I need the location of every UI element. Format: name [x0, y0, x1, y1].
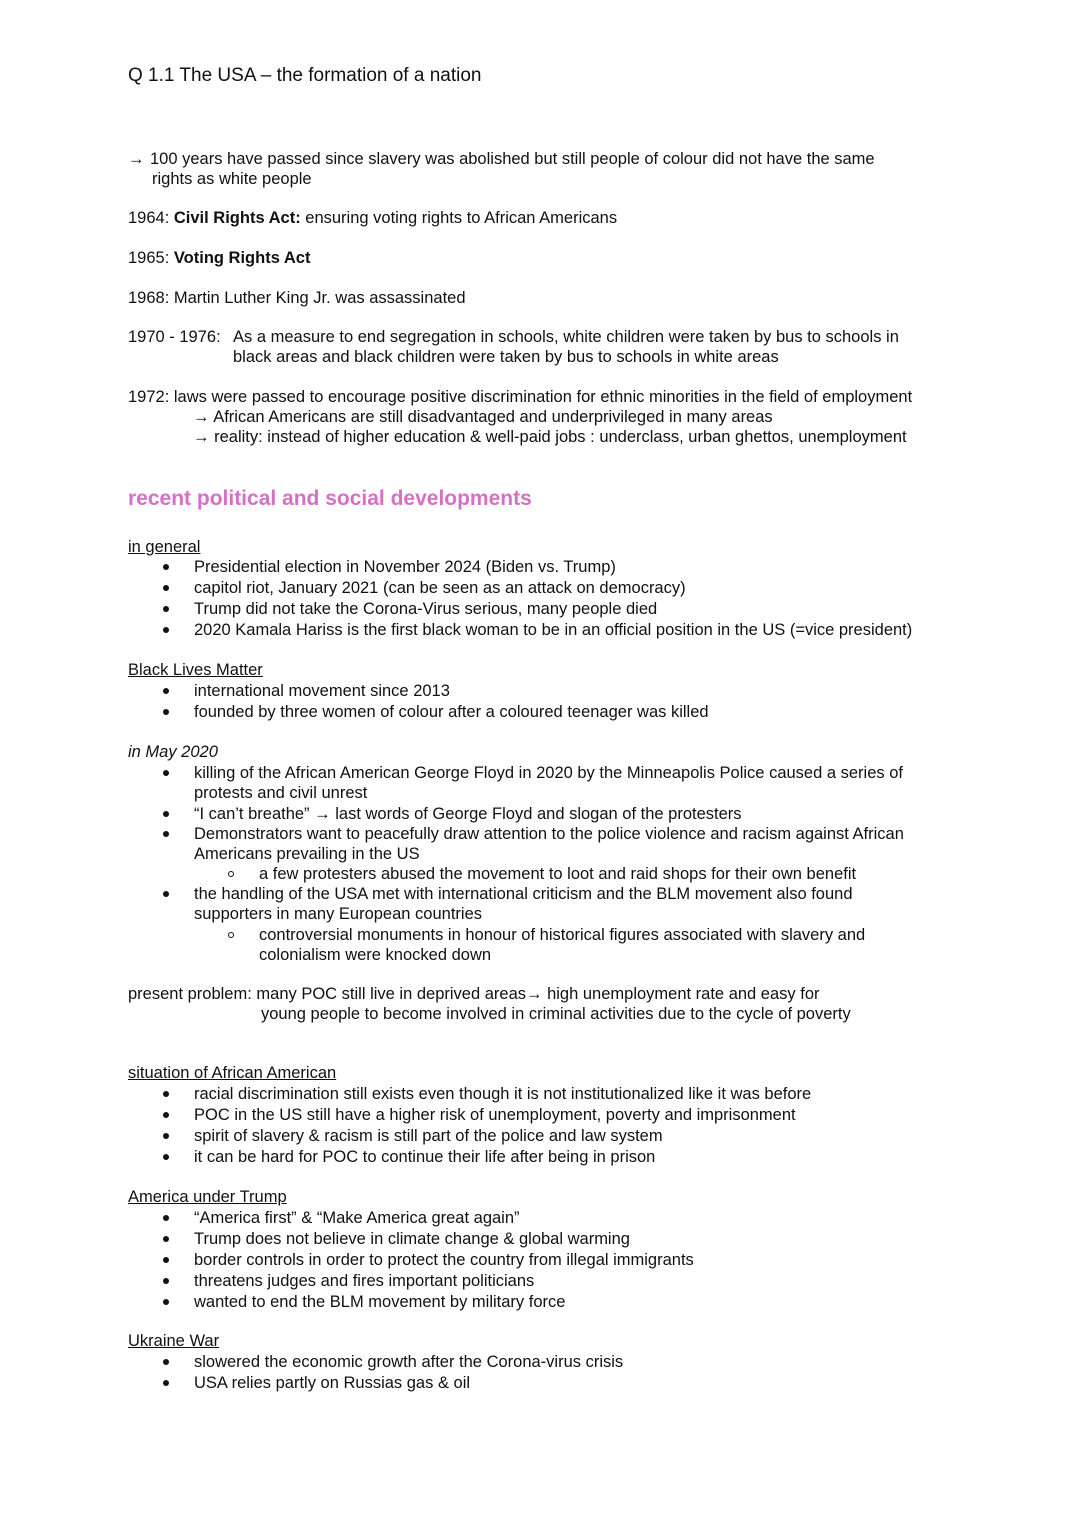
voting-rights-act-label: Voting Rights Act [173, 249, 311, 267]
sub-bullet-icon [228, 871, 234, 877]
list-item: capitol riot, January 2021 (can be seen as an attack on democracy) [194, 579, 686, 597]
list-item: 2020 Kamala Hariss is the first black woman to be in an official position in the US (=vice president) [194, 621, 913, 639]
list-item: threatens judges and fires important politicians [194, 1272, 535, 1290]
timeline-1964: 1964: Civil Rights Act: ensuring voting rights to African Americans [128, 209, 618, 227]
bullet-icon [163, 688, 169, 694]
present-problem-line-2: young people to become involved in criminal activities due to the cycle of poverty [261, 1005, 851, 1023]
bullet-icon [163, 627, 169, 633]
list-item: racial discrimination still exists even though it is not institutionalized like it was before [194, 1085, 812, 1103]
section-heading: recent political and social developments [128, 487, 532, 510]
timeline-1972-line-1: 1972: laws were passed to encourage positive discrimination for ethnic minorities in the field of employment [128, 388, 913, 406]
intro-line-2: rights as white people [152, 170, 312, 188]
bullet-icon [163, 1112, 169, 1118]
bullet-icon [163, 606, 169, 612]
bullet-icon [163, 709, 169, 715]
list-item: POC in the US still have a higher risk of unemployment, poverty and imprisonment [194, 1106, 796, 1124]
bullet-icon [163, 564, 169, 570]
bullet-icon [163, 1133, 169, 1139]
list-item: spirit of slavery & racism is still part of the police and law system [194, 1127, 663, 1145]
bullet-icon [163, 1091, 169, 1097]
bullet-icon [163, 1257, 169, 1263]
bullet-icon [163, 1154, 169, 1160]
timeline-1970-year: 1970 - 1976: [128, 328, 221, 346]
timeline-1970-line-1: As a measure to end segregation in schools, white children were taken by bus to schools in [233, 328, 899, 346]
sub-list-item: controversial monuments in honour of historical figures associated with slavery and [259, 926, 866, 944]
list-item: Trump does not believe in climate change & global warming [194, 1230, 630, 1248]
list-item: Presidential election in November 2024 (Biden vs. Trump) [194, 558, 616, 576]
list-item: Demonstrators want to peacefully draw attention to the police violence and racism against African [194, 825, 904, 843]
bullet-icon [163, 891, 169, 897]
bullet-icon [163, 811, 169, 817]
list-item: the handling of the USA met with international criticism and the BLM movement also found [194, 885, 853, 903]
bullet-icon [163, 770, 169, 776]
bullet-icon [163, 1359, 169, 1365]
list-item: wanted to end the BLM movement by military force [194, 1293, 566, 1311]
present-problem-line-1: present problem: many POC still live in deprived areas→ high unemployment rate and easy for [128, 985, 820, 1003]
situation-heading: situation of African American [128, 1064, 337, 1082]
intro-arrow: → [128, 150, 145, 168]
bullet-icon [163, 1278, 169, 1284]
list-item-continuation: supporters in many European countries [194, 905, 482, 923]
list-item: founded by three women of colour after a coloured teenager was killed [194, 703, 709, 721]
sub-bullet-icon [228, 932, 234, 938]
list-item: international movement since 2013 [194, 682, 450, 700]
page-title: Q 1.1 The USA – the formation of a nation [128, 65, 482, 86]
bullet-icon [163, 1299, 169, 1305]
may-2020-heading: in May 2020 [128, 743, 218, 761]
list-item: “America first” & “Make America great again” [194, 1209, 520, 1227]
sub-list-item: a few protesters abused the movement to loot and raid shops for their own benefit [259, 865, 857, 883]
timeline-1970-line-2: black areas and black children were taken by bus to schools in white areas [233, 348, 779, 366]
bullet-icon [163, 1380, 169, 1386]
blm-heading: Black Lives Matter [128, 661, 263, 679]
intro-line-1: 100 years have passed since slavery was abolished but still people of colour did not have the same [150, 150, 875, 168]
list-item: “I can’t breathe” → last words of George Floyd and slogan of the protesters [194, 805, 742, 823]
in-general-heading: in general [128, 538, 201, 556]
list-item: it can be hard for POC to continue their life after being in prison [194, 1148, 656, 1166]
timeline-1972-sub-2: → reality: instead of higher education & well-paid jobs : underclass, urban ghettos, unemployment [193, 428, 907, 446]
sub-list-item-continuation: colonialism were knocked down [259, 946, 492, 964]
ukraine-heading: Ukraine War [128, 1332, 220, 1350]
list-item-continuation: protests and civil unrest [194, 784, 368, 802]
list-item: Trump did not take the Corona-Virus serious, many people died [194, 600, 658, 618]
list-item: USA relies partly on Russias gas & oil [194, 1374, 471, 1392]
arrow-icon: → [193, 428, 210, 446]
list-item-continuation: Americans prevailing in the US [194, 845, 420, 863]
timeline-1972-sub-1: → African Americans are still disadvantaged and underprivileged in many areas [193, 408, 773, 426]
bullet-icon [163, 1215, 169, 1221]
bullet-icon [163, 585, 169, 591]
bullet-icon [163, 1236, 169, 1242]
list-item: killing of the African American George Floyd in 2020 by the Minneapolis Police caused a series of [194, 764, 903, 782]
timeline-1968: 1968: Martin Luther King Jr. was assassinated [128, 289, 466, 307]
timeline-1965: 1965: Voting Rights Act [128, 249, 311, 267]
trump-heading: America under Trump [128, 1188, 287, 1206]
bullet-icon [163, 831, 169, 837]
arrow-icon: → [193, 408, 210, 426]
civil-rights-act-label: Civil Rights Act: [173, 209, 301, 227]
list-item: slowered the economic growth after the Corona-virus crisis [194, 1353, 624, 1371]
list-item: border controls in order to protect the country from illegal immigrants [194, 1251, 694, 1269]
